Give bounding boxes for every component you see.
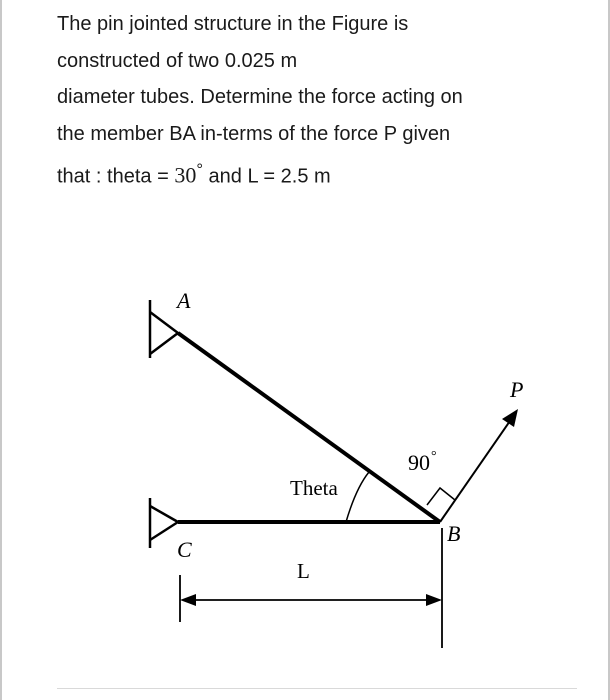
- theta-arc: [346, 472, 369, 522]
- support-a: [150, 300, 178, 358]
- dimension-arrow-right: [426, 594, 442, 606]
- label-length: L: [297, 559, 310, 583]
- problem-line-4: the member BA in-terms of the force P given: [57, 122, 451, 145]
- label-b: B: [447, 521, 461, 546]
- dimension-l: [180, 528, 442, 648]
- label-a: A: [177, 288, 191, 313]
- length-suffix: and L = 2.5 m: [202, 165, 331, 188]
- problem-line-3: diameter tubes. Determine the force acting on: [57, 86, 463, 108]
- force-p-line: [440, 418, 512, 522]
- bottom-divider: [57, 688, 577, 689]
- support-c: [150, 498, 178, 548]
- theta-degree: °: [196, 160, 203, 179]
- right-angle-marker: [427, 488, 455, 505]
- label-theta: Theta: [290, 476, 338, 500]
- problem-line-2: constructed of two 0.025 m: [57, 49, 298, 72]
- dimension-arrow-left: [180, 594, 196, 606]
- problem-line-1: The pin jointed structure in the Figure is: [57, 13, 409, 35]
- force-p-arrowhead: [502, 409, 518, 427]
- theta-prefix: that : theta =: [57, 165, 175, 188]
- label-right-angle-degree: °: [431, 449, 437, 464]
- label-p: P: [510, 377, 524, 402]
- theta-value: 30: [174, 162, 197, 188]
- label-right-angle: 90: [408, 450, 430, 475]
- label-c: C: [177, 537, 192, 562]
